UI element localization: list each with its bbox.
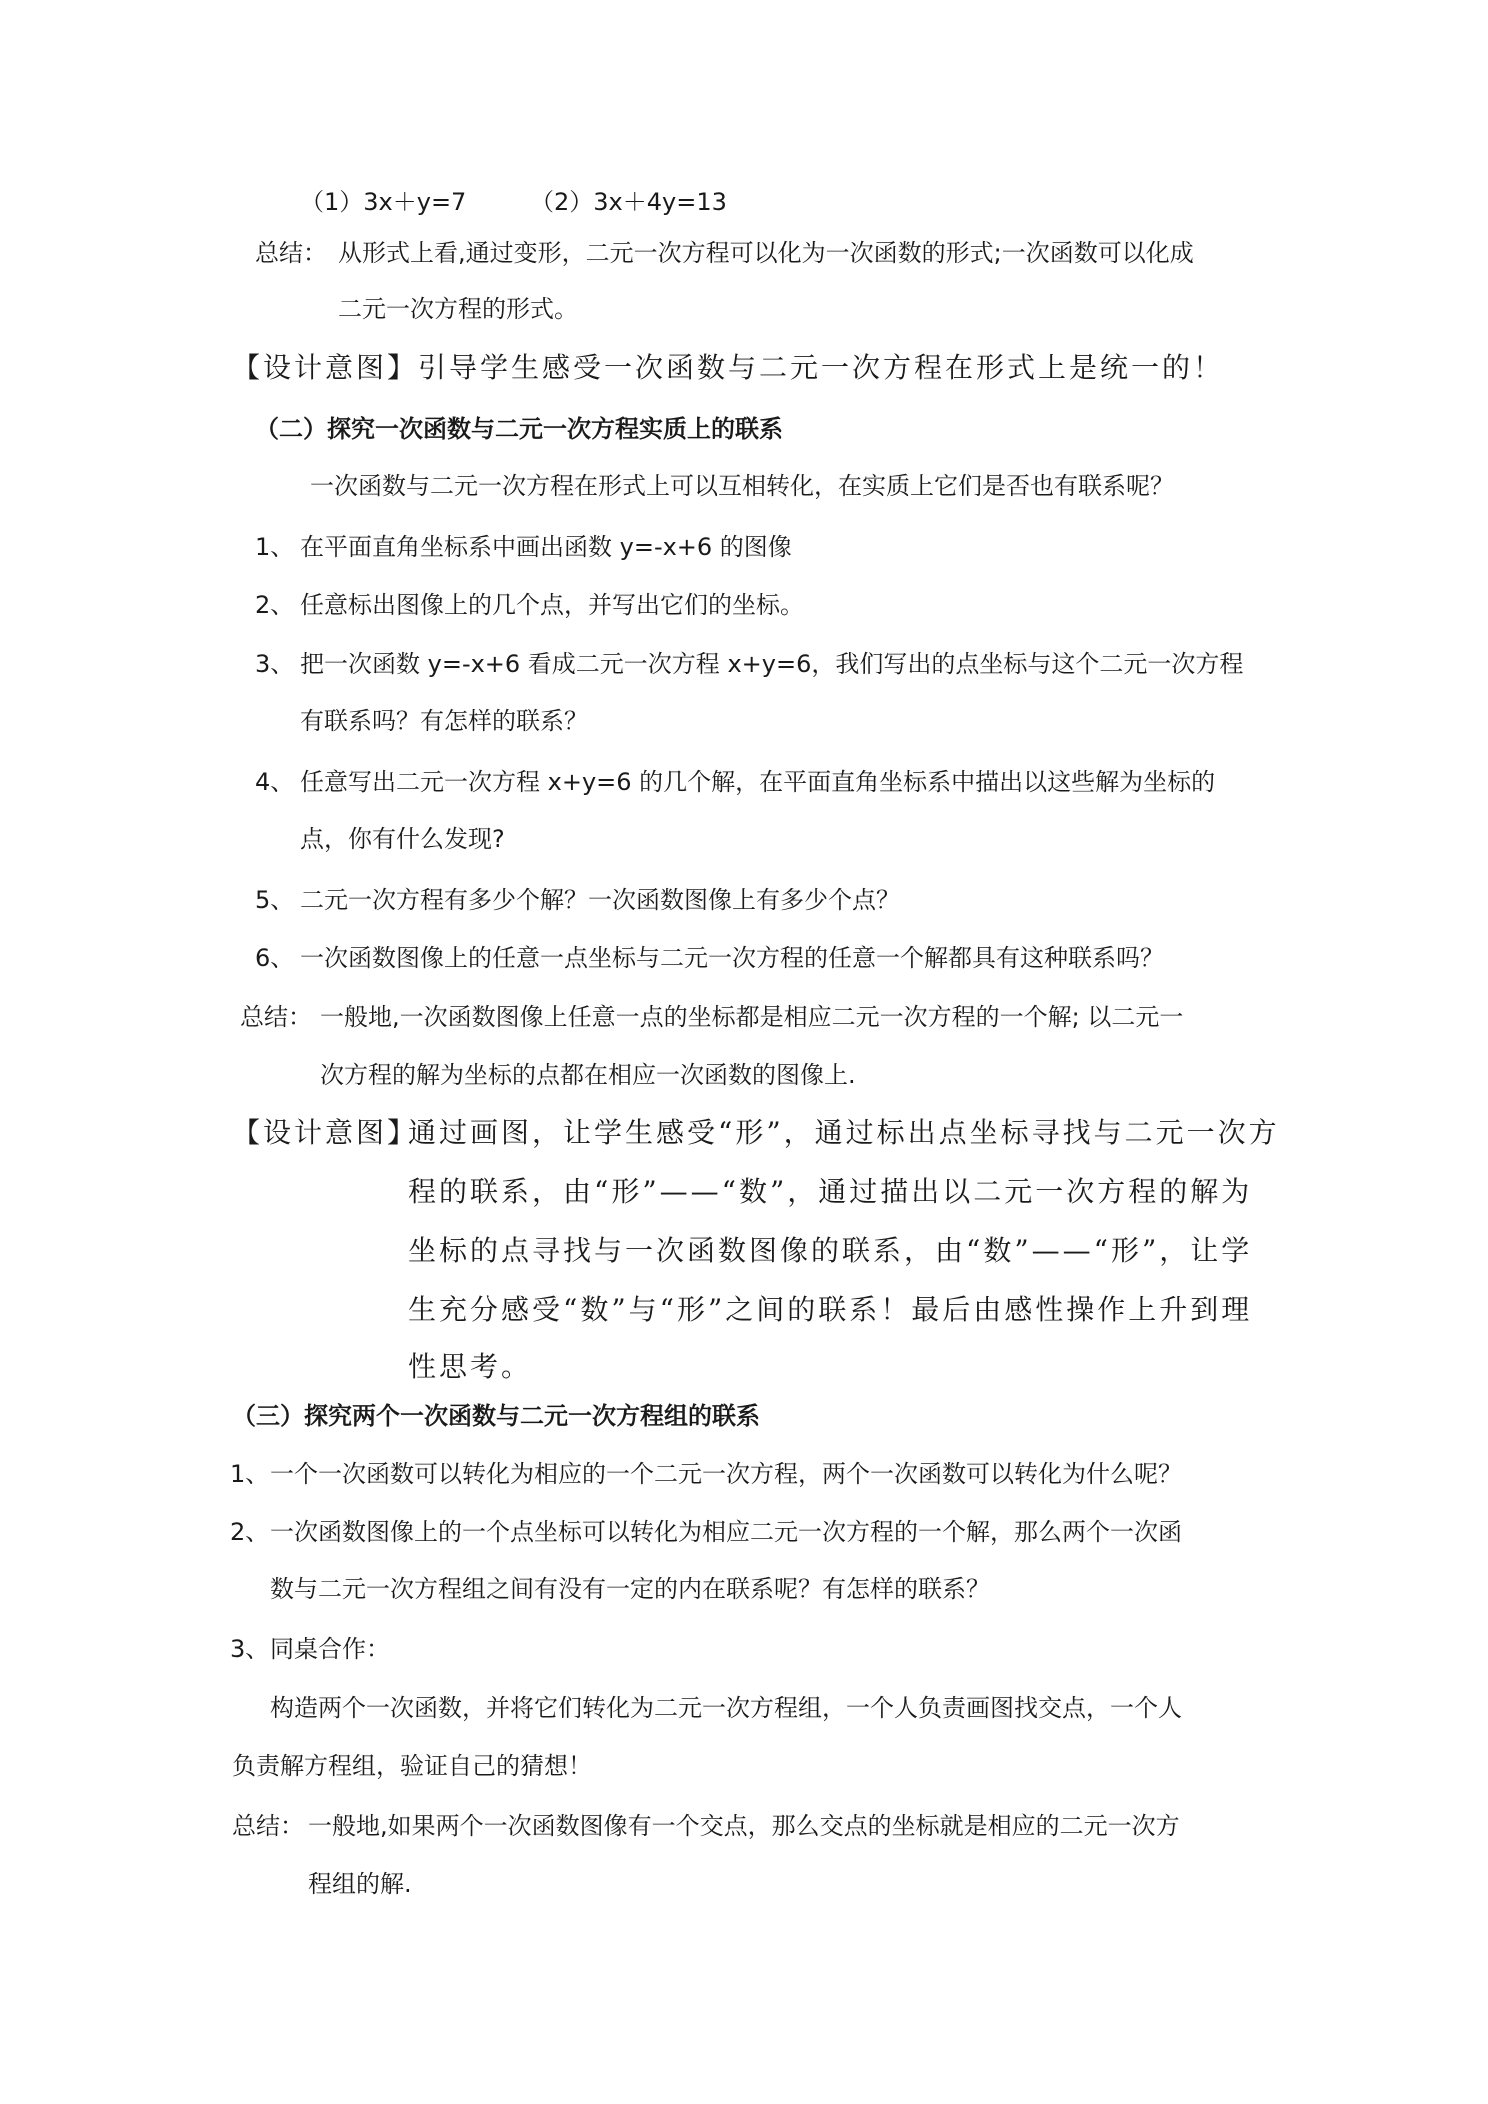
summary-label: 总结： <box>240 1003 312 1031</box>
equation-2: （2）3x＋4y=13 <box>530 188 727 216</box>
list-item: 一次函数图像上的一个点坐标可以转化为相应二元一次方程的一个解，那么两个一次函 <box>270 1518 1182 1546</box>
summary-text: 从形式上看,通过变形，二元一次方程可以化为一次函数的形式;一次函数可以化成 <box>338 239 1194 267</box>
design-intent-text: 坐标的点寻找与一次函数图像的联系，由“数”——“形”，让学 <box>408 1234 1253 1267</box>
design-intent-text: 性思考。 <box>408 1350 533 1383</box>
design-intent-text: 生充分感受“数”与“形”之间的联系！最后由感性操作上升到理 <box>408 1293 1253 1326</box>
list-item-number: 1、 <box>255 533 295 561</box>
design-intent-text: 通过画图，让学生感受“形”，通过标出点坐标寻找与二元一次方 <box>408 1116 1280 1149</box>
design-intent-text: 程的联系，由“形”——“数”，通过描出以二元一次方程的解为 <box>408 1175 1253 1208</box>
list-item: 一个一次函数可以转化为相应的一个二元一次方程，两个一次函数可以转化为什么呢？ <box>270 1460 1182 1488</box>
list-item: 数与二元一次方程组之间有没有一定的内在联系呢？有怎样的联系？ <box>270 1575 990 1603</box>
design-intent: 【设计意图】引导学生感受一次函数与二元一次方程在形式上是统一的！ <box>232 351 1225 384</box>
list-item: 一次函数图像上的任意一点坐标与二元一次方程的任意一个解都具有这种联系吗？ <box>300 944 1164 972</box>
list-item-number: 4、 <box>255 768 295 796</box>
paragraph: 负责解方程组，验证自己的猜想！ <box>232 1752 592 1780</box>
list-item: 有联系吗？有怎样的联系？ <box>300 707 588 735</box>
list-item: 任意写出二元一次方程 x+y=6 的几个解，在平面直角坐标系中描出以这些解为坐标的 <box>300 768 1216 796</box>
list-item: 在平面直角坐标系中画出函数 y=-x+6 的图像 <box>300 533 792 561</box>
equation-1: （1）3x＋y=7 <box>300 188 467 216</box>
list-item-number: 5、 <box>255 886 295 914</box>
list-item-number: 6、 <box>255 944 295 972</box>
summary-text: 次方程的解为坐标的点都在相应一次函数的图像上. <box>320 1061 856 1089</box>
summary-text: 二元一次方程的形式。 <box>338 295 578 323</box>
list-item: 点，你有什么发现? <box>300 825 505 853</box>
list-item: 任意标出图像上的几个点，并写出它们的坐标。 <box>300 591 804 619</box>
list-item: 把一次函数 y=-x+6 看成二元一次方程 x+y=6，我们写出的点坐标与这个二元一次方程 <box>300 650 1244 678</box>
list-item-number: 3、 <box>255 650 295 678</box>
summary-text: 一般地,如果两个一次函数图像有一个交点，那么交点的坐标就是相应的二元一次方 <box>308 1812 1180 1840</box>
summary-label: 总结： <box>232 1812 304 1840</box>
list-item-number: 2、 <box>255 591 295 619</box>
paragraph: 构造两个一次函数，并将它们转化为二元一次方程组，一个人负责画图找交点，一个人 <box>270 1694 1182 1722</box>
list-item-number: 2、 <box>230 1518 270 1546</box>
summary-label: 总结： <box>255 239 327 267</box>
summary-text: 程组的解. <box>308 1870 412 1898</box>
list-item: 二元一次方程有多少个解？一次函数图像上有多少个点？ <box>300 886 900 914</box>
paragraph: 一次函数与二元一次方程在形式上可以互相转化，在实质上它们是否也有联系呢？ <box>310 472 1174 500</box>
section-heading: （三）探究两个一次函数与二元一次方程组的联系 <box>232 1402 760 1430</box>
section-heading: （二）探究一次函数与二元一次方程实质上的联系 <box>255 415 783 443</box>
list-item-number: 1、 <box>230 1460 270 1488</box>
summary-text: 一般地,一次函数图像上任意一点的坐标都是相应二元一次方程的一个解; 以二元一 <box>320 1003 1184 1031</box>
design-intent-label: 【设计意图】 <box>232 1116 419 1149</box>
list-item: 同桌合作： <box>270 1635 390 1663</box>
list-item-number: 3、 <box>230 1635 270 1663</box>
